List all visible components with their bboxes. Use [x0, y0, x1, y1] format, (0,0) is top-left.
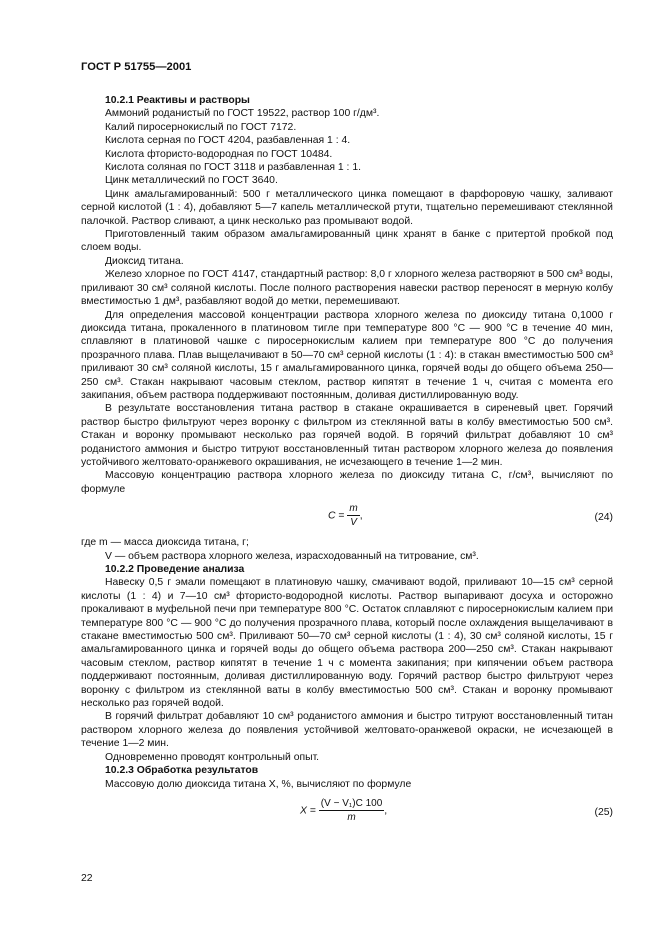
- paragraph-zinc: Цинк амальгамированный: 500 г металлического цинка помещают в фарфоровую чашку, заливают серной кислотой (1 : 4), добавляют 5—7 капель металлической ртути, тщательно перемешивают стеклянной палочкой. Раствор сливают, а цинк несколько раз промывают водой.: [81, 188, 613, 227]
- reagent-item: Кислота фтористо-водородная по ГОСТ 10484.: [105, 148, 333, 160]
- paragraph-control: Одновременно проводят контрольный опыт.: [105, 751, 320, 763]
- paragraph-concentration: Массовую концентрацию раствора хлорного железа по диоксиду титана С, г/см³, вычисляют по формуле: [81, 470, 613, 495]
- formula-25-numerator: (V − V₁)C 100: [320, 797, 383, 809]
- formula-25-denominator: m: [347, 811, 356, 823]
- paragraph-analysis: Навеску 0,5 г эмали помещают в платиновую чашку, смачивают водой, приливают 10—15 см³ серной кислоты (1 : 4) и 7—10 см³ фтористо-водородной кислоты. Раствор выпаривают досуха и осторожно прокаливают в муфельной печи при температуре 800 °С. Остаток сплавляют с пиросернокислым калием при температуре 800 °С — 900 °С до получения прозрачного плава, который после охлаждения выщелачивают в стакане вместимостью 500 см³. Приливают 50—70 см³ серной кислоты (1 : 4), 30 см³ соляной кислоты, 15 г амальгамированного цинка и горячей воды до общего объема раствора 200—250 см³. Стакан накрывают часовым стеклом, раствор кипятят в течение 1 ч с момента закипания; при кипячении объем раствора поддерживают постоянным, доливая дистиллированную воду. Горячий раствор быстро фильтруют через воронку с фильтром из стеклянной ваты в колбу вместимостью 500 см³. Стакан и воронку промывают несколько раз горячей водой.: [81, 577, 613, 710]
- paragraph-determination: Для определения массовой концентрации раствора хлорного железа по диоксиду титана 0,1000 г диоксида титана, прокаленного в платиновом тигле при температуре 800 °С — 900 °С в течение 40 мин, сплавляют в платиновой чашке с пиросернокислым калием при температуре 800 °С до получения прозрачного плава. Плав выщелачивают в 50—70 см³ серной кислоты (1 : 4): в стакан вместимостью 500 см³ приливают 30 см³ соляной кислоты, 15 г амальгамированного цинка, горячей воды до общего объема 250—250 см³. Стакан накрывают часовым стеклом, раствор кипятят в течение 1 ч, считая с момента его закипания, объем раствора поддерживают постоянным, доливая дистиллированную воду.: [81, 309, 613, 401]
- reagent-item: Кислота соляная по ГОСТ 3118 и разбавленная 1 : 1.: [105, 162, 361, 174]
- reagent-item: Аммоний роданистый по ГОСТ 19522, раствор 100 г/дм³.: [105, 108, 380, 120]
- formula-24-denominator: V: [350, 517, 357, 529]
- paragraph-dioxide: Диоксид титана.: [105, 255, 184, 267]
- formula-24-eq: =: [338, 510, 345, 522]
- formula-24-fraction: [347, 503, 359, 528]
- formula-25-number: (25): [594, 806, 613, 818]
- paragraph-mass-fraction: Массовую долю диоксида титана X, %, вычисляют по формуле: [105, 778, 412, 790]
- formula-24-numerator: m: [349, 503, 358, 515]
- paragraph-titration: В горячий фильтрат добавляют 10 см³ роданистого аммония и быстро титруют восстановленный титан раствором хлорного железа до появления устойчивой желтовато-оранжевой окраски, не исчезающей в течение 1—2 мин.: [81, 711, 613, 750]
- section-title-10-2-1: 10.2.1 Реактивы и растворы: [105, 95, 250, 106]
- where-line-1: где m — масса диоксида титана, г;: [81, 537, 249, 549]
- document-body: [81, 94, 613, 831]
- reagent-item: Калий пиросернокислый по ГОСТ 7172.: [105, 121, 297, 133]
- formula-25-fraction: [319, 798, 384, 823]
- formula-25: [81, 796, 613, 828]
- formula-24: [81, 501, 613, 533]
- formula-24-tail: ,: [359, 510, 363, 522]
- formula-24-number: (24): [594, 512, 613, 524]
- formula-25-tail: ,: [384, 805, 388, 817]
- paragraph-store: Приготовленный таким образом амальгамированный цинк хранят в банке с притертой пробкой под слоем воды.: [81, 229, 613, 254]
- reagent-item: Кислота серная по ГОСТ 4204, разбавленная 1 : 4.: [105, 135, 351, 147]
- paragraph-iron-chloride: Железо хлорное по ГОСТ 4147, стандартный раствор: 8,0 г хлорного железа растворяют в 500 см³ воды, приливают 30 см³ соляной кислоты. После полного растворения навески раствор переносят в мерную колбу вместимостью 1 дм³, разбавляют водой до метки, перемешивают.: [81, 269, 613, 308]
- page-number: 22: [81, 873, 93, 884]
- formula-25-lhs: X: [300, 805, 307, 817]
- section-title-10-2-2: 10.2.2 Проведение анализа: [105, 564, 245, 575]
- formula-24-lhs: C: [328, 510, 336, 522]
- where-line-2: V — объем раствора хлорного железа, израсходованный на титрование, см³.: [105, 550, 479, 562]
- reagent-item: Цинк металлический по ГОСТ 3640.: [105, 175, 278, 187]
- paragraph-reduction: В результате восстановления титана раствор в стакане окрашивается в сиреневый цвет. Горячий раствор быстро фильтруют через воронку с фильтром из стеклянной ваты в колбу вместимостью 500 см³. Стакан и воронку промывают несколько раз горячей водой. В горячий фильтрат добавляют 10 см³ роданистого аммония и быстро титруют восстановленный титан раствором хлорного железа до появления устойчивого желтовато-оранжевого окрашивания, не исчезающего в течение 1—2 мин.: [81, 403, 613, 468]
- section-title-10-2-3: 10.2.3 Обработка результатов: [105, 765, 259, 777]
- document-header: ГОСТ Р 51755—2001: [81, 61, 192, 73]
- formula-25-eq: =: [309, 805, 316, 817]
